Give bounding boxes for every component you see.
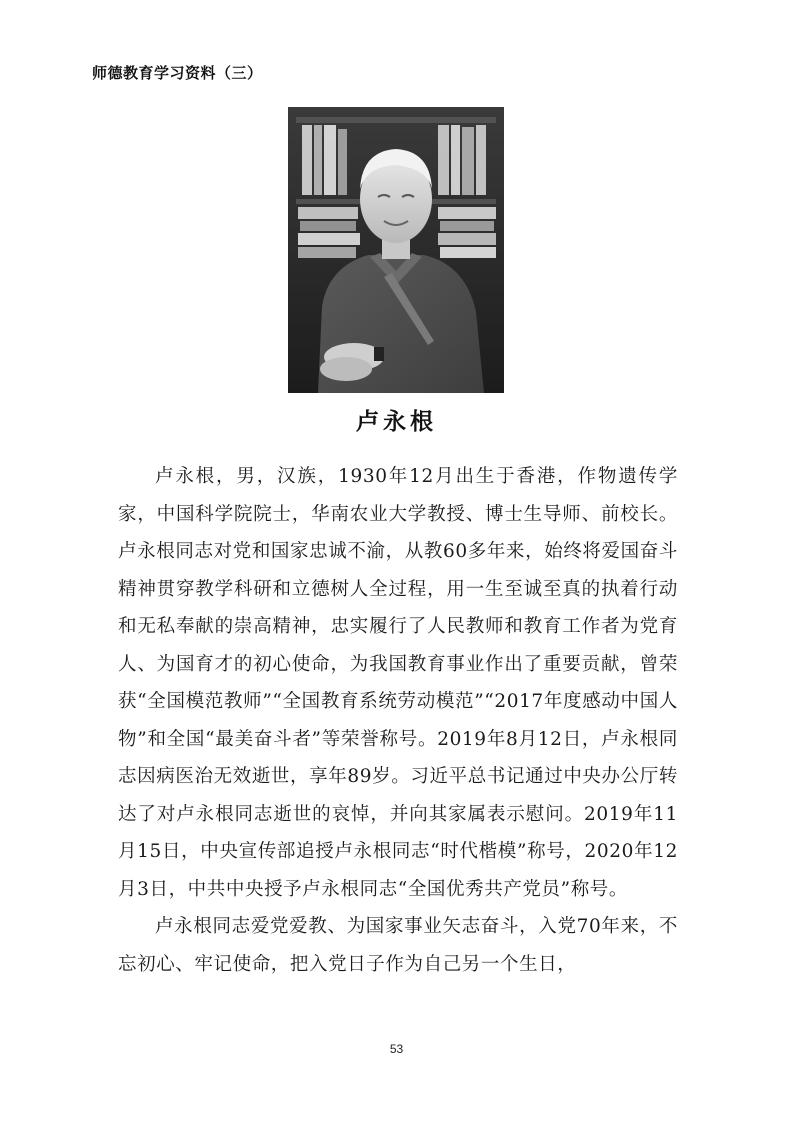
portrait-photo [288, 107, 504, 393]
paragraph-2: 卢永根同志爱党爱教、为国家事业矢志奋斗，入党70年来，不忘初心、牢记使命，把入党日子作为自己另一个生日， [118, 916, 678, 975]
person-name-heading: 卢永根 [356, 409, 437, 435]
paragraph-1: 卢永根，男，汉族，1930年12月出生于香港，作物遗传学家，中国科学院院士，华南农业大学教授、博士生导师、前校长。卢永根同志对党和国家忠诚不渝，从教60多年来，始终将爱国奋斗精神贯穿教学科研和立德树人全过程，用一生至诚至真的执着行动和无私奉献的崇高精神，忠实履行了人民教师和教育工作者为党育人、为国育才的初心使命，为我国教育事业作出了重要贡献，曾荣获“全国模范教师”“全国教育系统劳动模范”“2017年度感动中国人物”和全国“最美奋斗者”等荣誉称号。2019年8月12日，卢永根同志因病医治无效逝世，享年89岁。习近平总书记通过中央办公厅转达了对卢永根同志逝世的哀悼，并向其家属表示慰问。2019年11月15日，中央宣传部追授卢永根同志“时代楷模”称号，2020年12月3日，中共中央授予卢永根同志“全国优秀共产党员”称号。 [118, 466, 678, 900]
person-portrait-icon [288, 107, 504, 393]
page-number: 53 [389, 1042, 404, 1056]
article-body [118, 458, 678, 983]
running-header: 师德教育学习资料（三） [92, 64, 263, 82]
